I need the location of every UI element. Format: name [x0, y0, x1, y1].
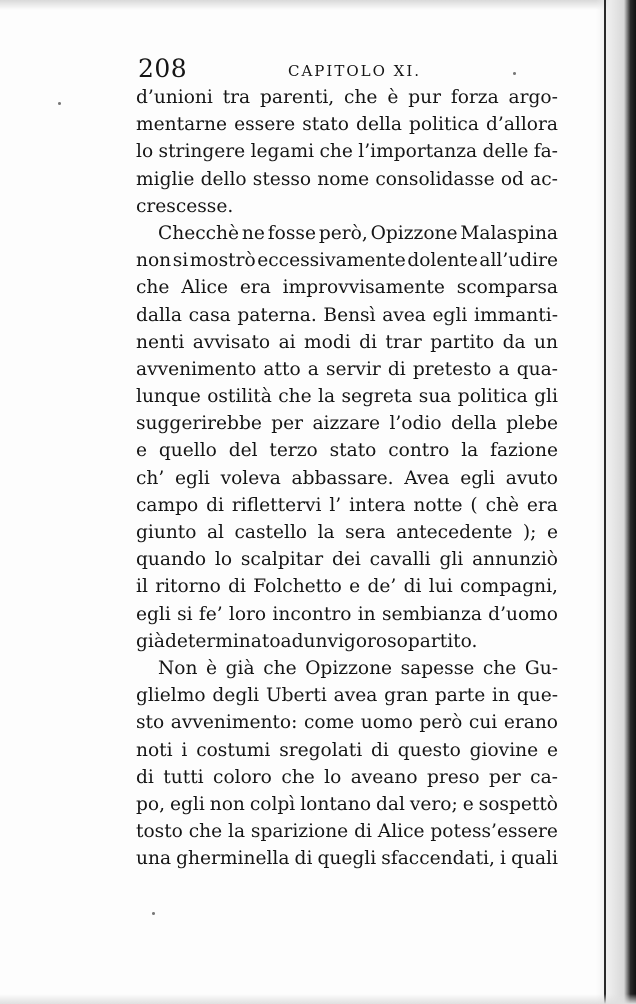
text-line: ch’ egli voleva abbassare. Avea egli avuto	[136, 467, 558, 489]
text-line: d’unioni tra parenti, che è pur forza argo-	[136, 87, 558, 108]
running-head: CAPITOLO XI.	[288, 62, 422, 80]
text-line: mentarne essere stato della politica d’allora	[136, 114, 558, 136]
text-line: miglie dello stesso nome consolidasse od ac-	[136, 168, 558, 190]
text-line: lo stringere legami che l’importanza delle fa-	[136, 141, 558, 163]
text-line: sto avvenimento: come uomo però cui erano	[136, 712, 558, 734]
page-header	[138, 54, 558, 88]
page-top-shadow	[0, 0, 636, 10]
text-line: crescesse.	[136, 195, 234, 217]
text-line: dalla casa paterna. Bensì avea egli immanti-	[136, 304, 558, 326]
text-line: giunto al castello la sera antecedente ); e	[136, 522, 558, 543]
text-line: glielmo degli Uberti avea gran parte in que-	[136, 685, 558, 707]
ink-speck	[152, 912, 155, 915]
page-bottom-shadow	[0, 994, 636, 1004]
text-line: già determinato ad un vigoroso partito.	[136, 630, 478, 652]
text-line: Checchè ne fosse però, Opizzone Malaspina	[158, 222, 558, 244]
page-gutter-shadow	[596, 0, 636, 1004]
text-line: tosto che la sparizione di Alice potess’essere	[136, 821, 558, 843]
page-edge-line	[604, 0, 606, 1004]
text-line: noti i costumi sregolati di questo giovine e	[136, 739, 558, 761]
text-line: una gherminella di quegli sfaccendati, i quali	[136, 848, 558, 870]
text-line: lunque ostilità che la segreta sua politica gli	[136, 386, 558, 408]
body-text	[136, 84, 558, 872]
text-line: suggerirebbe per aizzare l’odio della plebe	[136, 413, 558, 435]
text-line: campo di riflettervi l’ intera notte ( chè era	[136, 494, 558, 516]
text-line: Non è già che Opizzone sapesse che Gu-	[158, 657, 558, 679]
text-line: avvenimento atto a servir di pretesto a qua-	[136, 358, 558, 380]
page-number: 208	[138, 54, 188, 83]
text-line: nenti avvisato ai modi di trar partito da un	[136, 331, 558, 353]
text-line: non si mostrò eccessivamente dolente all’udire	[136, 250, 558, 272]
text-line: il ritorno di Folchetto e de’ di lui compagni,	[136, 576, 558, 598]
text-line: quando lo scalpitar dei cavalli gli annunziò	[136, 549, 558, 571]
text-line: egli si fe’ loro incontro in sembianza d’uomo	[136, 603, 558, 625]
ink-speck	[58, 102, 61, 105]
text-line: di tutti coloro che lo aveano preso per ca-	[136, 766, 558, 788]
text-line: po, egli non colpì lontano dal vero; e sospettò	[136, 793, 558, 815]
text-line: e quello del terzo stato contro la fazione	[136, 440, 558, 462]
text-line: che Alice era improvvisamente scomparsa	[136, 277, 558, 299]
